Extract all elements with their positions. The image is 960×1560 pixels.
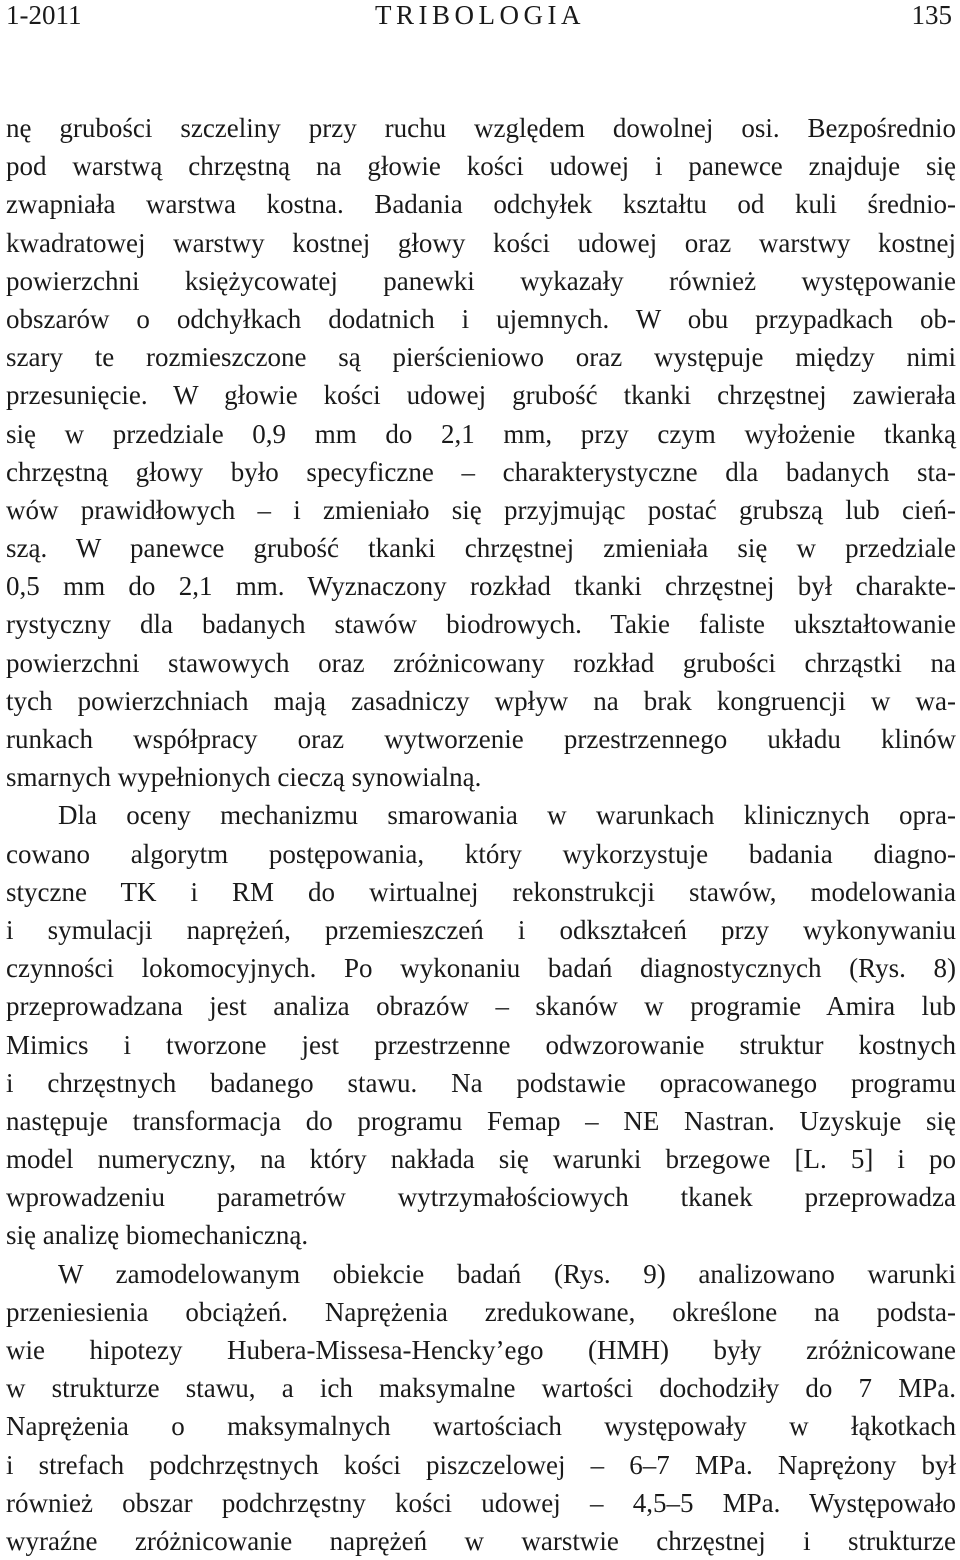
text-line: szą. W panewce grubość tkanki chrzęstnej zmieniała się w przedziale — [6, 533, 956, 564]
text-line: czynności lokomocyjnych. Po wykonaniu badań diagnostycznych (Rys. 8) — [6, 953, 956, 984]
text-line: zwapniała warstwa kostna. Badania odchyłek kształtu od kuli średnio- — [6, 189, 956, 220]
text-line: nę grubości szczeliny przy ruchu względem dowolnej osi. Bezpośrednio — [6, 113, 956, 143]
text-line: się w przedziale 0,9 mm do 2,1 mm, przy czym wyłożenie tkanką — [6, 418, 956, 449]
text-line: następuje transformacja do programu Femap – NE Nastran. Uzyskuje się — [6, 1105, 956, 1136]
text-line: styczne TK i RM do wirtualnej rekonstrukcji stawów, modelowania — [6, 876, 956, 907]
text-line: przesunięcie. W głowie kości udowej grubość tkanki chrzęstnej zawierała — [6, 380, 956, 411]
text-line: i symulacji naprężeń, przemieszczeń i odkształceń przy wykonywaniu — [6, 914, 956, 945]
text-line: cowano algorytm postępowania, który wykorzystuje badania diagno- — [6, 838, 956, 869]
issue-number: 1-2011 — [6, 0, 82, 30]
text-line: szary te rozmieszczone są pierścieniowo oraz występuje między nimi — [6, 342, 956, 373]
text-line: w strukturze stawu, a ich maksymalne wartości dochodziły do 7 MPa. — [6, 1373, 956, 1404]
text-line: wie hipotezy Hubera-Missesa-Hencky’ego (HMH) były zróżnicowane — [6, 1335, 956, 1365]
journal-title: TRIBOLOGIA — [375, 0, 585, 30]
text-line: wyraźne zróżnicowanie naprężeń w warstwie chrzęstnej i strukturze — [6, 1525, 956, 1556]
text-line: wprowadzeniu parametrów wytrzymałościowych tkanek przeprowadza — [6, 1182, 956, 1213]
text-line: runkach współpracy oraz wytworzenie przestrzennego układu klinów — [6, 724, 956, 754]
article-body — [6, 109, 956, 1560]
text-line: Naprężenia o maksymalnych wartościach występowały w łąkotkach — [6, 1411, 956, 1442]
text-line: 0,5 mm do 2,1 mm. Wyznaczony rozkład tkanki chrzęstnej był charakte- — [6, 571, 956, 602]
text-line: powierzchni księżycowatej panewki wykazały również występowanie — [6, 265, 956, 296]
page-number: 135 — [911, 0, 952, 30]
text-line: pod warstwą chrzęstną na głowie kości udowej i panewce znajduje się — [6, 151, 956, 182]
text-line: również obszar podchrzęstny kości udowej – 4,5–5 MPa. Występowało — [6, 1487, 956, 1518]
text-line: model numeryczny, na który nakłada się warunki brzegowe [L. 5] i po — [6, 1144, 956, 1175]
text-line: wów prawidłowych – i zmieniało się przyjmując postać grubszą lub cień- — [6, 494, 956, 525]
text-line: się analizę biomechaniczną. — [6, 1220, 309, 1251]
text-line: kwadratowej warstwy kostnej głowy kości udowej oraz warstwy kostnej — [6, 227, 956, 258]
paragraph-first-line: W zamodelowanym obiekcie badań (Rys. 9) analizowano warunki — [58, 1258, 956, 1289]
text-line: rystyczny dla badanych stawów biodrowych. Takie faliste ukształtowanie — [6, 609, 956, 640]
text-line: powierzchni stawowych oraz zróżnicowany rozkład grubości chrząstki na — [6, 647, 956, 678]
text-line: i strefach podchrzęstnych kości piszczelowej – 6–7 MPa. Naprężony był — [6, 1449, 956, 1480]
text-line: smarnych wypełnionych cieczą synowialną. — [6, 762, 482, 793]
running-header — [0, 0, 960, 40]
text-line: i chrzęstnych badanego stawu. Na podstawie opracowanego programu — [6, 1067, 956, 1098]
paragraph-first-line: Dla oceny mechanizmu smarowania w warunkach klinicznych opra- — [58, 800, 956, 831]
text-line: chrzęstną głowy było specyficzne – charakterystyczne dla badanych sta- — [6, 456, 956, 487]
text-line: przeniesienia obciążeń. Naprężenia zredukowane, określone na podsta- — [6, 1296, 956, 1327]
text-line: tych powierzchniach mają zasadniczy wpływ na brak kongruencji w wa- — [6, 685, 956, 716]
text-line: przeprowadzana jest analiza obrazów – skanów w programie Amira lub — [6, 991, 956, 1022]
text-line: obszarów o odchyłkach dodatnich i ujemnych. W obu przypadkach ob- — [6, 303, 956, 334]
text-line: Mimics i tworzone jest przestrzenne odwzorowanie struktur kostnych — [6, 1029, 956, 1060]
